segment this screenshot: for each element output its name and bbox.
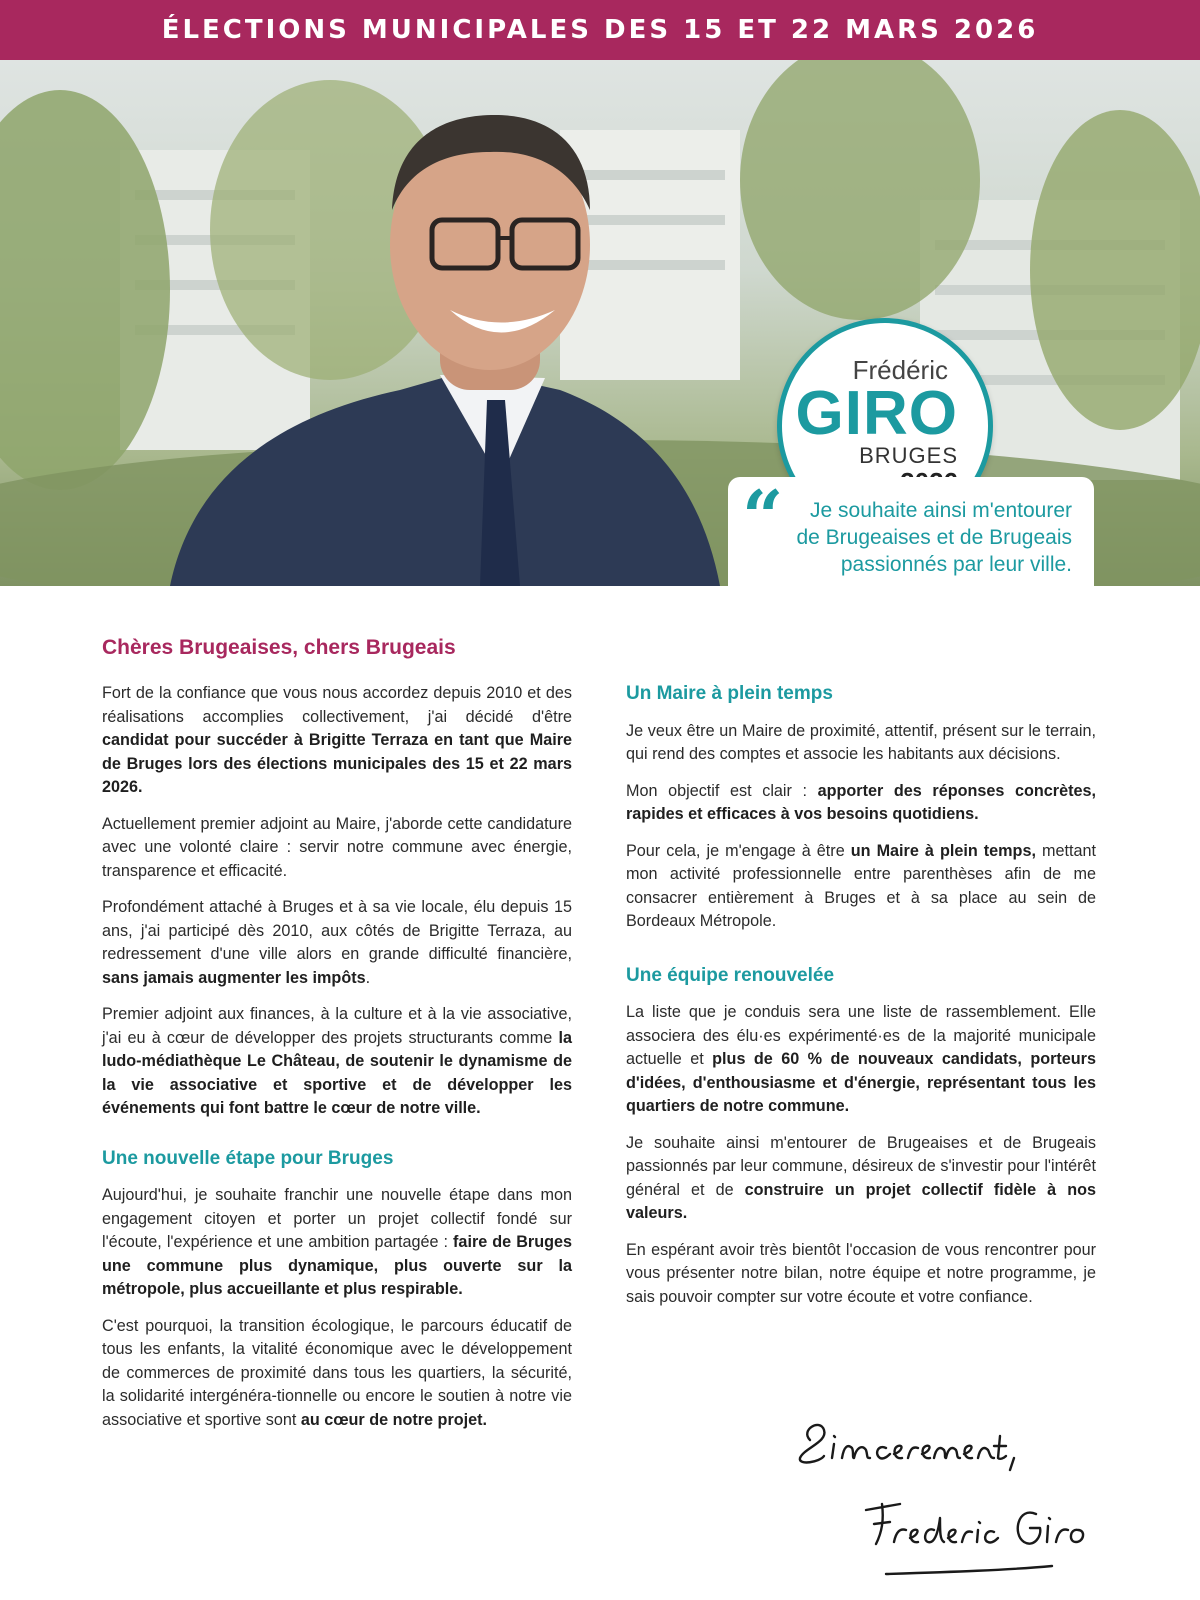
badge-first-name: Frédéric <box>852 355 948 385</box>
left-column <box>102 682 572 1445</box>
handwritten-signature <box>790 1400 1110 1580</box>
paragraph: Profondément attaché à Bruges et à sa vie locale, élu depuis 15 ans, j'ai participé dès 2010, aux côtés de Brigitte Terraza, au redressement d'une ville alors en grande difficulté financière, sans jamais augmenter les impôts. <box>102 898 572 987</box>
paragraph: En espérant avoir très bientôt l'occasion de vous rencontrer pour vous présenter notre bilan, notre équipe et notre programme, je sais pouvoir compter sur votre écoute et votre confiance. <box>626 1240 1096 1306</box>
hero-quote-line: Je souhaite ainsi m'entourer <box>810 499 1072 522</box>
badge-city: BRUGES <box>859 443 958 468</box>
paragraph: Pour cela, je m'engage à être un Maire à plein temps, mettant mon activité professionnelle entre parenthèses afin de me consacrer entièrement à Bruges et à sa place au sein de Bordeaux Métropole. <box>626 841 1096 930</box>
hero-quote-line: de Brugeaises et de Brugeais <box>796 526 1072 549</box>
paragraph: Je veux être un Maire de proximité, attentif, présent sur le terrain, qui rend des comptes et associe les habitants aux décisions. <box>626 721 1096 763</box>
paragraph: Premier adjoint aux finances, à la culture et à la vie associative, j'ai eu à cœur de développer des projets structurants comme la ludo-médiathèque Le Château, de soutenir le dynamisme de la vie associative et sportive et de développer les événements qui font battre le cœur de notre ville. <box>102 1005 572 1117</box>
paragraph: Actuellement premier adjoint au Maire, j'aborde cette candidature avec une volonté claire : servir notre commune avec énergie, transparence et efficacité. <box>102 814 572 880</box>
hero-quote <box>728 474 1094 587</box>
badge-last-name: GIRO <box>795 379 958 448</box>
paragraph: Mon objectif est clair : apporter des réponses concrètes, rapides et efficaces à vos besoins quotidiens. <box>626 781 1096 823</box>
paragraph: La liste que je conduis sera une liste de rassemblement. Elle associera des élu·es expérimenté·es de la majorité municipale actuelle et plus de 60 % de nouveaux candidats, porteurs d'idées, d'enthousiasme et d'énergie, représentant tous les quartiers de notre commune. <box>626 1003 1096 1115</box>
paragraph: Aujourd'hui, je souhaite franchir une nouvelle étape dans mon engagement citoyen et porter un projet collectif fondé sur l'écoute, l'expérience et une ambition partagée : faire de Bruges une commune plus dynamique, plus ouverte sur la métropole, plus accueillante et plus respirable. <box>102 1186 572 1298</box>
greeting-heading: Chères Brugeaises, chers Brugeais <box>102 636 456 659</box>
quote-mark-icon: “ <box>742 474 784 559</box>
paragraph: C'est pourquoi, la transition écologique, le parcours éducatif de tous les enfants, la vitalité économique avec le développement de commerces de proximité dans tous les quartiers, la sécurité, la solidarité intergénéra-tionnelle ou encore le soutien à notre vie associative et sportive sont au cœur de notre projet. <box>102 1316 572 1429</box>
election-banner: ÉLECTIONS MUNICIPALES DES 15 ET 22 MARS 2026 <box>0 0 1200 60</box>
hero-quote-line: passionnés par leur ville. <box>840 553 1072 576</box>
hero-quote-text <box>756 497 1072 578</box>
section-heading: Une nouvelle étape pour Bruges <box>102 1147 394 1169</box>
paragraph: Fort de la confiance que vous nous accordez depuis 2010 et des réalisations accomplies collectivement, j'ai décidé d'être candidat pour succéder à Brigitte Terraza en tant que Maire de Bruges lors des élections municipales des 15 et 22 mars 2026. <box>102 684 572 796</box>
right-column <box>626 682 1096 1322</box>
section-heading: Un Maire à plein temps <box>626 683 833 704</box>
paragraph: Je souhaite ainsi m'entourer de Brugeaises et de Brugeais passionnés par leur commune, désireux de s'investir pour l'intérêt général et de construire un projet collectif fidèle à nos valeurs. <box>626 1133 1096 1222</box>
section-heading: Une équipe renouvelée <box>626 964 835 986</box>
